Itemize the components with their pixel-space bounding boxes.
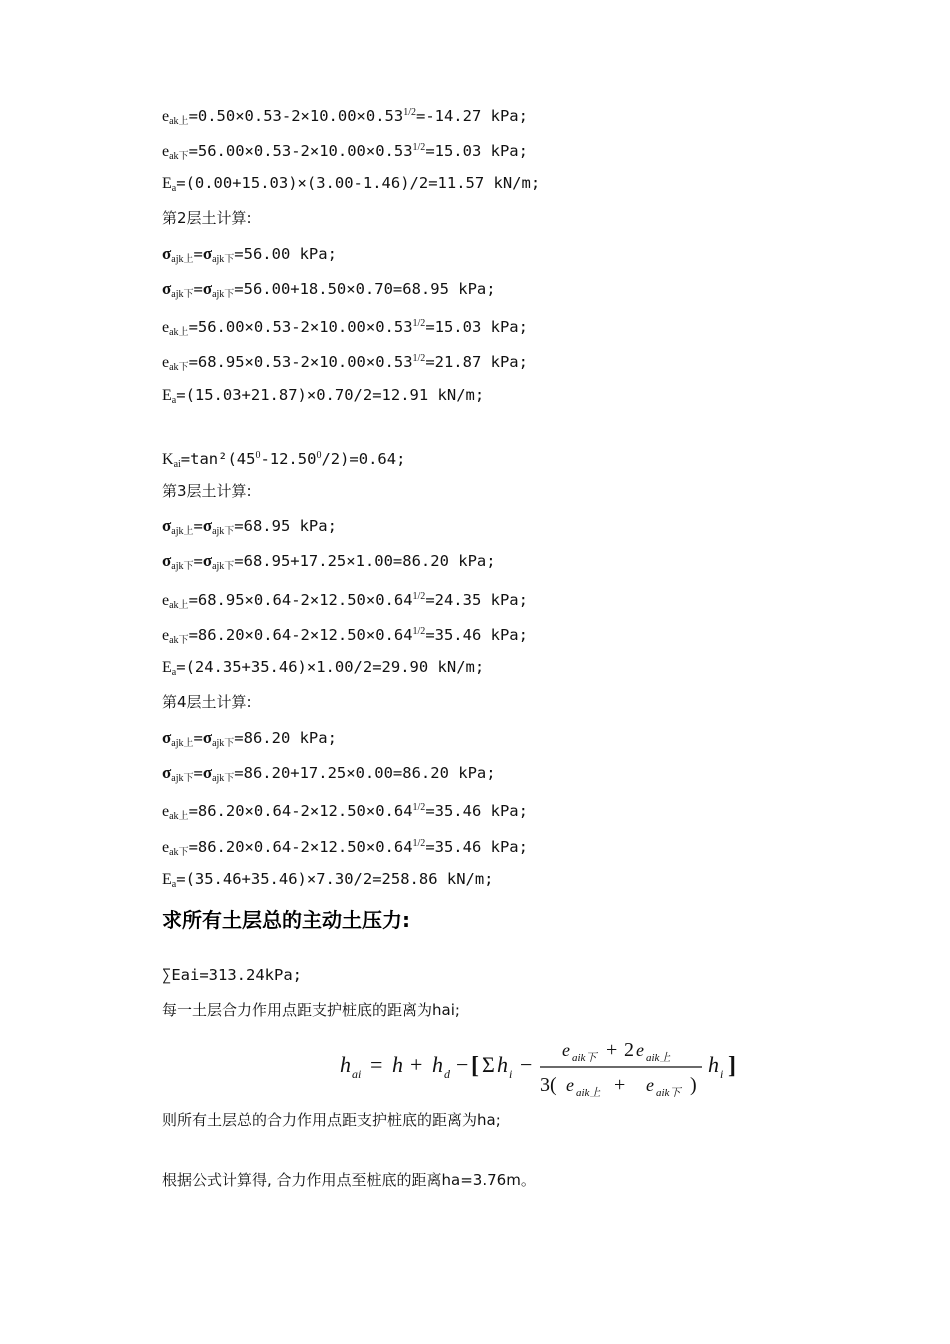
calc-line: [162, 279, 496, 305]
subscript: ajk上: [171, 738, 194, 749]
equals: =: [193, 280, 203, 298]
formula-h: h: [708, 1052, 719, 1077]
sum-line: ∑Eai=313.24kPa;: [162, 966, 302, 984]
section-label: 第4层土计算:: [162, 693, 252, 711]
expression: =68.95×0.64-2×12.50×0.64: [188, 591, 413, 609]
symbol: E: [162, 175, 172, 192]
sigma-symbol: σ: [162, 244, 172, 263]
subscript: ak下: [169, 847, 189, 858]
symbol: E: [162, 659, 172, 676]
subscript: ak下: [169, 151, 189, 162]
formula-num: 2: [624, 1039, 634, 1061]
result: =(15.03+21.87)×0.70/2=12.91 kN/m;: [176, 386, 485, 404]
result: =15.03 kPa;: [425, 142, 528, 160]
sigma-symbol: σ: [162, 516, 172, 535]
superscript: 1/2: [412, 591, 426, 602]
subscript: ak下: [169, 635, 189, 646]
formula-plus: +: [606, 1039, 618, 1061]
formula-hai: [340, 1036, 740, 1100]
formula-bracket: [: [471, 1053, 479, 1079]
symbol: e: [162, 803, 170, 820]
calc-line: [162, 173, 540, 199]
subscript: ak上: [169, 811, 189, 822]
paragraph: 每一土层合力作用点距支护桩底的距离为hai;: [162, 1001, 460, 1019]
calc-line: [162, 551, 496, 577]
superscript: 0: [316, 450, 322, 461]
calc-line: [162, 314, 528, 343]
calc-line: [162, 834, 528, 863]
expression: =86.20×0.64-2×12.50×0.64: [188, 802, 413, 820]
expression: =86.20×0.64-2×12.50×0.64: [188, 838, 413, 856]
paragraph: 则所有土层总的合力作用点距支护桩底的距离为ha;: [162, 1111, 501, 1129]
symbol: e: [162, 627, 170, 644]
subscript: ajk下: [171, 561, 194, 572]
subscript: ajk上: [171, 254, 194, 265]
formula-sub: aik上: [576, 1087, 601, 1099]
sigma-symbol: σ: [202, 516, 213, 535]
sigma-symbol: σ: [202, 244, 213, 263]
equals: =: [193, 517, 203, 535]
expression: =56.00×0.53-2×10.00×0.53: [188, 318, 413, 336]
formula-h: h: [432, 1052, 443, 1077]
formula-minus: −: [456, 1052, 469, 1077]
superscript: 1/2: [403, 107, 416, 118]
result: =24.35 kPa;: [425, 591, 528, 609]
sigma-symbol: σ: [162, 551, 172, 570]
formula-sigma: Σ: [482, 1052, 495, 1077]
symbol: e: [162, 108, 170, 125]
superscript: 1/2: [412, 353, 426, 364]
subscript: ai: [173, 459, 181, 470]
symbol: e: [162, 839, 170, 856]
calc-line: [162, 622, 528, 651]
result: =35.46 kPa;: [425, 626, 528, 644]
symbol: e: [162, 143, 170, 160]
expression: =56.00×0.53-2×10.00×0.53: [188, 142, 413, 160]
result: =56.00 kPa;: [234, 245, 337, 263]
section-label: 第3层土计算:: [162, 482, 252, 500]
formula-sub: ai: [352, 1067, 362, 1081]
formula-sub: i: [720, 1067, 724, 1081]
sigma-symbol: σ: [162, 763, 172, 782]
superscript: 1/2: [412, 802, 426, 813]
superscript: 1/2: [412, 142, 426, 153]
superscript: 0: [255, 450, 261, 461]
subscript: ajk下: [212, 561, 235, 572]
sigma-symbol: σ: [202, 551, 213, 570]
symbol: e: [162, 319, 170, 336]
subscript: ajk上: [171, 526, 194, 537]
formula-h: h: [340, 1052, 351, 1077]
formula-eq: =: [370, 1052, 383, 1077]
expression: =86.20×0.64-2×12.50×0.64: [188, 626, 413, 644]
formula-sub: aik下: [656, 1087, 681, 1099]
expression: =68.95×0.53-2×10.00×0.53: [188, 353, 413, 371]
subscript: ajk下: [212, 773, 235, 784]
calc-line: [162, 446, 405, 475]
subscript: a: [171, 879, 177, 890]
equals: =: [193, 764, 203, 782]
formula-sub: d: [444, 1067, 450, 1081]
subscript: ajk下: [212, 526, 235, 537]
symbol: E: [162, 871, 172, 888]
expression: =tan²(45: [180, 450, 256, 468]
formula-e: e: [562, 1040, 570, 1060]
formula-e: e: [636, 1040, 644, 1060]
result: =86.20+17.25×0.00=86.20 kPa;: [234, 764, 496, 782]
sigma-symbol: σ: [202, 728, 213, 747]
sigma-symbol: σ: [162, 279, 172, 298]
result: =(35.46+35.46)×7.30/2=258.86 kN/m;: [176, 870, 494, 888]
result: =21.87 kPa;: [425, 353, 528, 371]
superscript: 1/2: [412, 626, 426, 637]
calc-line: [162, 516, 337, 542]
formula-sub: i: [509, 1067, 513, 1081]
equals: =: [193, 245, 203, 263]
sigma-symbol: σ: [202, 763, 213, 782]
subscript: ak上: [169, 600, 189, 611]
calc-line: [162, 728, 337, 754]
expression: -12.50: [260, 450, 317, 468]
equals: =: [193, 729, 203, 747]
calc-line: [162, 763, 496, 789]
result: =15.03 kPa;: [425, 318, 528, 336]
calc-line: [162, 587, 528, 616]
formula-bracket: ]: [728, 1053, 736, 1079]
expression: =0.50×0.53-2×10.00×0.53: [188, 107, 404, 125]
calc-line: [162, 138, 528, 167]
symbol: E: [162, 387, 172, 404]
sigma-symbol: σ: [202, 279, 213, 298]
result: =(24.35+35.46)×1.00/2=29.90 kN/m;: [176, 658, 485, 676]
formula-plus: +: [614, 1074, 626, 1096]
formula-h: h: [392, 1052, 403, 1077]
result: /2)=0.64;: [321, 450, 406, 468]
superscript: 1/2: [412, 318, 426, 329]
subscript: a: [171, 667, 177, 678]
formula-sub: aik上: [646, 1052, 671, 1064]
superscript: 1/2: [412, 838, 426, 849]
result: =56.00+18.50×0.70=68.95 kPa;: [234, 280, 496, 298]
symbol: K: [162, 451, 174, 468]
subscript: ak下: [169, 362, 189, 373]
result: =68.95+17.25×1.00=86.20 kPa;: [234, 552, 496, 570]
formula-h: h: [497, 1052, 508, 1077]
calc-line: [162, 798, 528, 827]
section-label: 第2层土计算:: [162, 209, 252, 227]
formula-minus: −: [520, 1052, 533, 1077]
subscript: ajk下: [212, 254, 235, 265]
formula-paren: ): [690, 1074, 697, 1096]
result: =35.46 kPa;: [425, 802, 528, 820]
subscript: ak上: [169, 116, 189, 127]
formula-sub: aik下: [572, 1052, 597, 1064]
sigma-symbol: σ: [162, 728, 172, 747]
result: =86.20 kPa;: [234, 729, 337, 747]
calc-line: [162, 349, 528, 378]
calc-line: [162, 244, 337, 270]
subscript: ak上: [169, 327, 189, 338]
symbol: e: [162, 592, 170, 609]
subscript: ajk下: [212, 289, 235, 300]
calc-line: [162, 657, 484, 683]
calc-line: [162, 103, 528, 132]
result: =68.95 kPa;: [234, 517, 337, 535]
formula-e: e: [566, 1075, 574, 1095]
formula-e: e: [646, 1075, 654, 1095]
result: =-14.27 kPa;: [415, 107, 528, 125]
subscript: ajk下: [212, 738, 235, 749]
subscript: a: [171, 183, 177, 194]
calc-line: [162, 385, 484, 411]
formula-plus: +: [410, 1052, 423, 1077]
calc-line: [162, 869, 494, 895]
result: =(0.00+15.03)×(3.00-1.46)/2=11.57 kN/m;: [176, 174, 541, 192]
subscript: a: [171, 395, 177, 406]
equals: =: [193, 552, 203, 570]
formula-num: 3(: [540, 1074, 557, 1096]
subscript: ajk下: [171, 773, 194, 784]
section-heading: 求所有土层总的主动土压力:: [162, 908, 410, 932]
symbol: e: [162, 354, 170, 371]
paragraph: 根据公式计算得, 合力作用点至桩底的距离ha=3.76m。: [162, 1171, 536, 1189]
result: =35.46 kPa;: [425, 838, 528, 856]
subscript: ajk下: [171, 289, 194, 300]
